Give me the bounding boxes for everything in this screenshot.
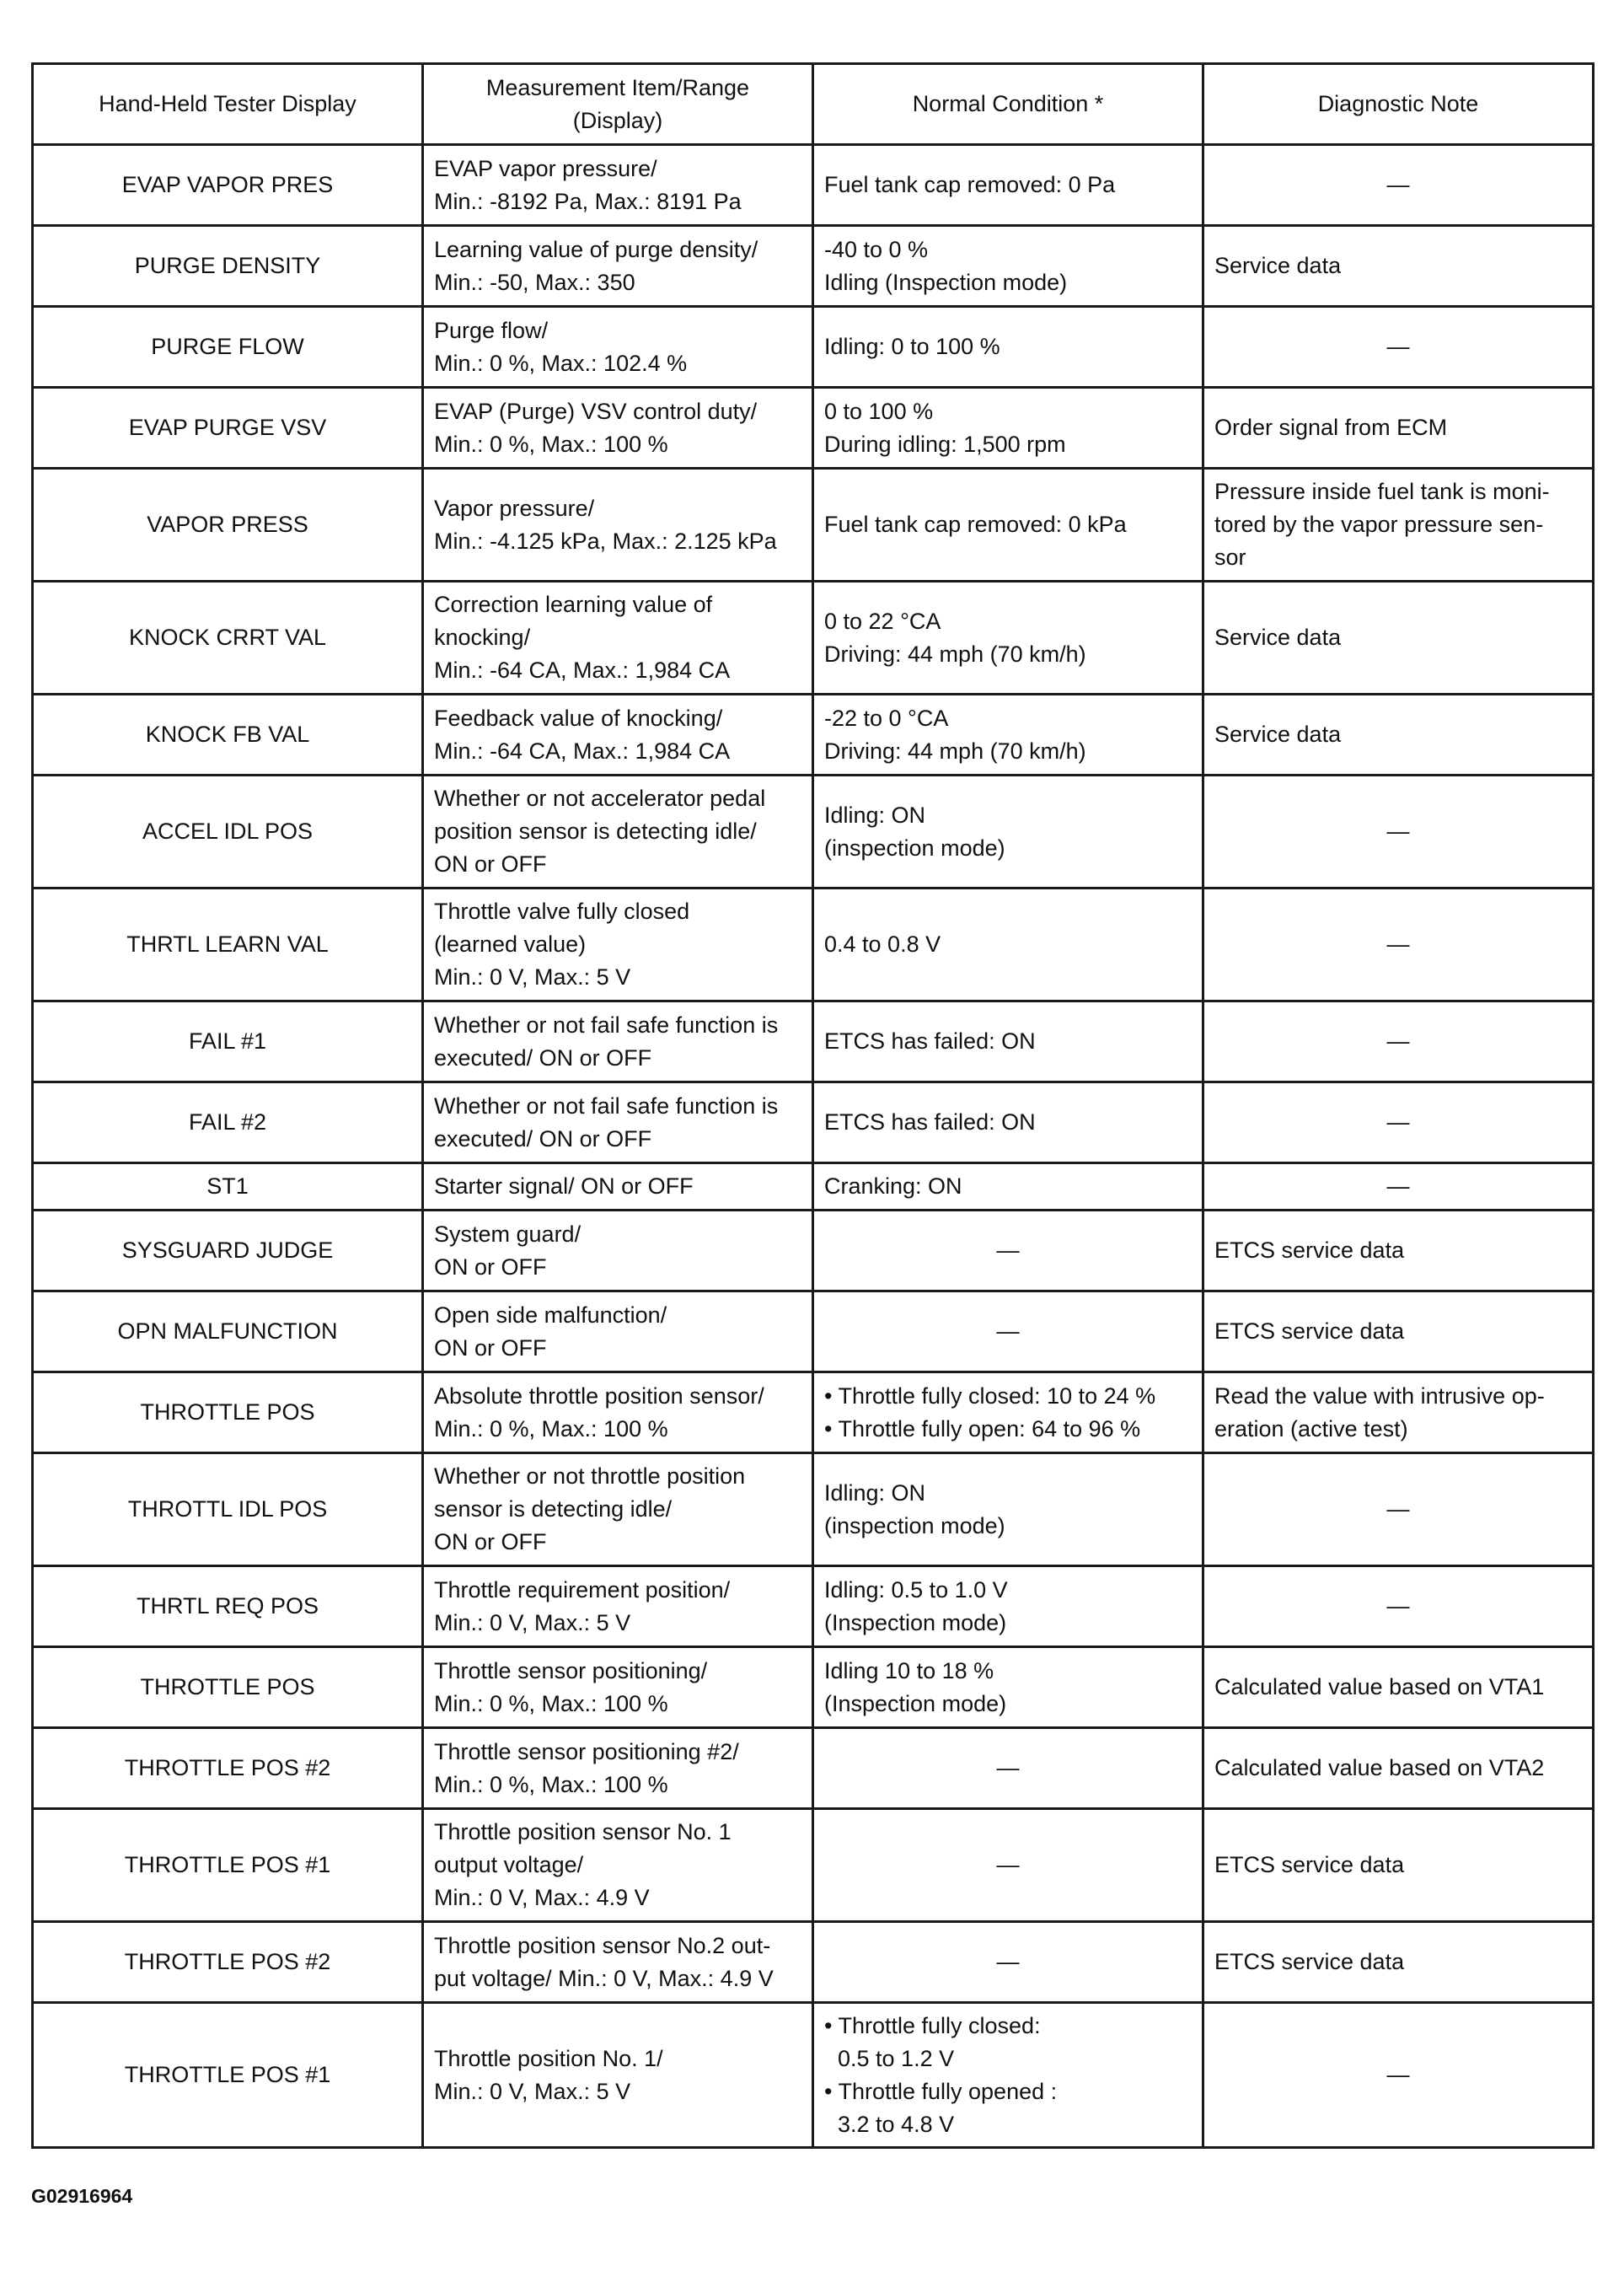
table-row (33, 145, 1594, 226)
cell-text: -40 to 0 % (824, 236, 929, 262)
tester-display-cell (33, 145, 423, 226)
diagnostic-note-cell (1203, 469, 1594, 582)
cell-text: (inspection mode) (824, 835, 1005, 861)
cell-text: — (1386, 1173, 1410, 1199)
cell-text: OPN MALFUNCTION (117, 1318, 338, 1344)
cell-text: Fuel tank cap removed: 0 Pa (824, 172, 1116, 197)
diagnostic-note-cell (1203, 307, 1594, 388)
normal-condition-cell (813, 1922, 1203, 2003)
tester-display-cell (33, 1809, 423, 1922)
cell-text: — (1386, 1028, 1410, 1054)
cell-text: Throttle requirement position/ (434, 1576, 731, 1603)
table-row (33, 1001, 1594, 1082)
table-header-row (33, 64, 1594, 145)
measurement-item-cell (423, 1291, 813, 1372)
normal-condition-cell (813, 1566, 1203, 1647)
cell-text: — (1386, 172, 1410, 197)
measurement-item-cell (423, 1566, 813, 1647)
cell-text: ETCS service data (1214, 1852, 1405, 1877)
cell-text: position sensor is detecting idle/ (434, 819, 757, 844)
normal-condition-cell (813, 776, 1203, 889)
normal-condition-cell (813, 226, 1203, 307)
cell-text: Cranking: ON (824, 1173, 962, 1199)
measurement-item-cell (423, 1647, 813, 1728)
cell-text: Driving: 44 mph (70 km/h) (824, 738, 1086, 764)
tester-display-cell (33, 1211, 423, 1291)
figure-code: G02916964 (31, 2185, 133, 2207)
normal-condition-cell (813, 1453, 1203, 1566)
cell-text: -22 to 0 °CA (824, 705, 949, 731)
normal-condition-cell (813, 582, 1203, 695)
diagnostic-note-cell (1203, 1082, 1594, 1163)
cell-text: THRTL LEARN VAL (126, 931, 329, 957)
measurement-item-cell (423, 307, 813, 388)
table-row (33, 1082, 1594, 1163)
diagnostic-note-cell (1203, 2003, 1594, 2148)
normal-condition-cell (813, 889, 1203, 1001)
cell-text: • Throttle fully opened : (824, 2078, 1058, 2104)
diagnostic-note-cell (1203, 695, 1594, 776)
cell-text: 0.5 to 1.2 V (838, 2045, 955, 2071)
cell-text: put voltage/ Min.: 0 V, Max.: 4.9 V (434, 1965, 774, 1991)
diagnostic-note-cell (1203, 1163, 1594, 1211)
diagnostic-data-table (31, 62, 1595, 2149)
table-row (33, 1922, 1594, 2003)
cell-text: Min.: -64 CA, Max.: 1,984 CA (434, 738, 731, 764)
cell-text: • Throttle fully closed: 10 to 24 % (824, 1382, 1156, 1409)
table-row (33, 1163, 1594, 1211)
table-row (33, 1453, 1594, 1566)
table-row (33, 226, 1594, 307)
cell-text: FAIL #2 (188, 1109, 267, 1135)
cell-text: Idling (Inspection mode) (824, 269, 1068, 295)
cell-text: Absolute throttle position sensor/ (434, 1382, 764, 1409)
cell-text: — (1386, 819, 1410, 844)
diagnostic-note-cell (1203, 145, 1594, 226)
cell-text: — (1386, 1109, 1410, 1135)
cell-text: THROTTLE POS (140, 1399, 315, 1425)
cell-text: Fuel tank cap removed: 0 kPa (824, 512, 1127, 537)
normal-condition-cell (813, 1728, 1203, 1809)
header-text: Hand-Held Tester Display (99, 91, 356, 116)
cell-text: eration (active test) (1214, 1415, 1408, 1442)
cell-text: Min.: 0 V, Max.: 4.9 V (434, 1885, 650, 1910)
cell-text: Idling: ON (824, 802, 926, 828)
tester-display-cell (33, 1647, 423, 1728)
cell-text: ST1 (206, 1173, 249, 1199)
cell-text: (inspection mode) (824, 1512, 1005, 1538)
cell-text: 0.4 to 0.8 V (824, 931, 941, 957)
cell-text: Min.: 0 %, Max.: 100 % (434, 1771, 668, 1797)
normal-condition-cell (813, 1001, 1203, 1082)
cell-text: EVAP vapor pressure/ (434, 155, 657, 181)
cell-text: Idling 10 to 18 % (824, 1657, 994, 1683)
normal-condition-cell (813, 1163, 1203, 1211)
tester-display-cell (33, 469, 423, 582)
diagnostic-note-cell (1203, 1453, 1594, 1566)
cell-text: KNOCK FB VAL (145, 722, 310, 747)
cell-text: — (996, 1318, 1020, 1344)
cell-text: Min.: 0 V, Max.: 5 V (434, 964, 631, 990)
cell-text: ACCEL IDL POS (142, 819, 314, 844)
header-text: Measurement Item/Range (485, 74, 750, 100)
tester-display-cell (33, 388, 423, 469)
table-row (33, 889, 1594, 1001)
measurement-item-cell (423, 145, 813, 226)
cell-text: knocking/ (434, 625, 531, 650)
normal-condition-cell (813, 1082, 1203, 1163)
cell-text: Min.: 0 %, Max.: 100 % (434, 1690, 668, 1716)
cell-text: Throttle valve fully closed (434, 899, 690, 924)
table-row (33, 1211, 1594, 1291)
cell-text: — (1386, 1593, 1410, 1619)
header-text: Diagnostic Note (1317, 91, 1479, 116)
cell-text: THROTTL IDL POS (127, 1496, 328, 1522)
measurement-item-cell (423, 889, 813, 1001)
tester-display-cell (33, 1922, 423, 2003)
cell-text: — (996, 1238, 1020, 1263)
cell-text: output voltage/ (434, 1852, 584, 1877)
header-normal-condition (813, 64, 1203, 145)
tester-display-cell (33, 1728, 423, 1809)
table-row (33, 695, 1594, 776)
diagnostic-note-cell (1203, 1922, 1594, 2003)
diagnostic-note-cell (1203, 1809, 1594, 1922)
cell-text: — (1386, 931, 1410, 957)
cell-text: (Inspection mode) (824, 1609, 1007, 1635)
cell-text: Starter signal/ ON or OFF (434, 1173, 694, 1199)
cell-text: (Inspection mode) (824, 1690, 1007, 1716)
cell-text: Service data (1214, 625, 1342, 650)
cell-text: Open side malfunction/ (434, 1302, 667, 1328)
normal-condition-cell (813, 1291, 1203, 1372)
cell-text: Whether or not throttle position (434, 1463, 746, 1489)
cell-text: Service data (1214, 253, 1342, 278)
measurement-item-cell (423, 1082, 813, 1163)
tester-display-cell (33, 1082, 423, 1163)
cell-text: During idling: 1,500 rpm (824, 431, 1066, 457)
normal-condition-cell (813, 2003, 1203, 2148)
cell-text: PURGE FLOW (151, 334, 304, 359)
measurement-item-cell (423, 582, 813, 695)
diagnostic-note-cell (1203, 226, 1594, 307)
normal-condition-cell (813, 145, 1203, 226)
cell-text: Throttle position sensor No.2 out- (434, 1932, 771, 1958)
measurement-item-cell (423, 1922, 813, 2003)
cell-text: ON or OFF (434, 1254, 547, 1280)
tester-display-cell (33, 1566, 423, 1647)
diagnostic-note-cell (1203, 1647, 1594, 1728)
normal-condition-cell (813, 1647, 1203, 1728)
cell-text: EVAP VAPOR PRES (121, 172, 334, 197)
header-diagnostic-note (1203, 64, 1594, 145)
tester-display-cell (33, 695, 423, 776)
cell-text: Min.: 0 %, Max.: 100 % (434, 1415, 668, 1442)
normal-condition-cell (813, 307, 1203, 388)
measurement-item-cell (423, 1453, 813, 1566)
measurement-item-cell (423, 226, 813, 307)
header-text: (Display) (572, 107, 663, 133)
cell-text: Order signal from ECM (1214, 415, 1448, 440)
diagnostic-note-cell (1203, 1001, 1594, 1082)
measurement-item-cell (423, 1163, 813, 1211)
diagnostic-note-cell (1203, 776, 1594, 889)
cell-text: — (1386, 2062, 1410, 2087)
cell-text: Idling: 0.5 to 1.0 V (824, 1576, 1008, 1603)
normal-condition-cell (813, 1211, 1203, 1291)
cell-text: FAIL #1 (188, 1028, 267, 1054)
cell-text: Feedback value of knocking/ (434, 705, 723, 731)
tester-display-cell (33, 226, 423, 307)
cell-text: Throttle sensor positioning/ (434, 1657, 708, 1683)
cell-text: Calculated value based on VTA1 (1214, 1674, 1545, 1699)
cell-text: Min.: -4.125 kPa, Max.: 2.125 kPa (434, 528, 777, 554)
cell-text: Vapor pressure/ (434, 495, 595, 521)
header-tester-display (33, 64, 423, 145)
measurement-item-cell (423, 695, 813, 776)
diagnostic-note-cell (1203, 582, 1594, 695)
table-row (33, 307, 1594, 388)
cell-text: — (996, 1755, 1020, 1780)
cell-text: (learned value) (434, 931, 587, 957)
cell-text: System guard/ (434, 1221, 582, 1247)
cell-text: Throttle position No. 1/ (434, 2045, 663, 2071)
measurement-item-cell (423, 1728, 813, 1809)
normal-condition-cell (813, 388, 1203, 469)
tester-display-cell (33, 776, 423, 889)
measurement-item-cell (423, 2003, 813, 2148)
cell-text: Purge flow/ (434, 317, 549, 343)
cell-text: Idling: 0 to 100 % (824, 334, 1000, 359)
diagnostic-note-cell (1203, 889, 1594, 1001)
table-row (33, 469, 1594, 582)
cell-text: EVAP PURGE VSV (128, 415, 327, 440)
cell-text: Throttle position sensor No. 1 (434, 1819, 732, 1844)
cell-text: THRTL REQ POS (136, 1593, 319, 1619)
cell-text: ON or OFF (434, 1334, 547, 1361)
cell-text: ETCS service data (1214, 1238, 1405, 1263)
cell-text: Driving: 44 mph (70 km/h) (824, 641, 1086, 667)
table-row (33, 1291, 1594, 1372)
measurement-item-cell (423, 776, 813, 889)
cell-text: Calculated value based on VTA2 (1214, 1755, 1545, 1780)
normal-condition-cell (813, 469, 1203, 582)
cell-text: ETCS has failed: ON (824, 1109, 1036, 1135)
tester-display-cell (33, 889, 423, 1001)
diagnostic-note-cell (1203, 388, 1594, 469)
table-row (33, 582, 1594, 695)
cell-text: Whether or not fail safe function is (434, 1012, 779, 1038)
tester-display-cell (33, 1453, 423, 1566)
measurement-item-cell (423, 1809, 813, 1922)
cell-text: Service data (1214, 722, 1342, 747)
diagnostic-note-cell (1203, 1291, 1594, 1372)
normal-condition-cell (813, 1809, 1203, 1922)
cell-text: THROTTLE POS #2 (124, 1755, 331, 1780)
measurement-item-cell (423, 469, 813, 582)
cell-text: 0 to 100 % (824, 398, 934, 424)
cell-text: — (996, 1949, 1020, 1974)
diagnostic-note-cell (1203, 1211, 1594, 1291)
cell-text: VAPOR PRESS (147, 512, 308, 537)
cell-text: PURGE DENSITY (134, 253, 321, 278)
cell-text: Learning value of purge density/ (434, 236, 758, 262)
diagnostic-note-cell (1203, 1372, 1594, 1453)
tester-display-cell (33, 1291, 423, 1372)
table-row (33, 1372, 1594, 1453)
cell-text: SYSGUARD JUDGE (121, 1238, 334, 1263)
table-row (33, 388, 1594, 469)
cell-text: ETCS service data (1214, 1949, 1405, 1974)
cell-text: ETCS service data (1214, 1318, 1405, 1344)
cell-text: Idling: ON (824, 1479, 926, 1506)
table-row (33, 1647, 1594, 1728)
cell-text: 0 to 22 °CA (824, 608, 941, 634)
cell-text: Read the value with intrusive op- (1214, 1382, 1545, 1409)
cell-text: Min.: 0 V, Max.: 5 V (434, 2078, 631, 2104)
table-row (33, 1809, 1594, 1922)
cell-text: THROTTLE POS (140, 1674, 315, 1699)
measurement-item-cell (423, 1001, 813, 1082)
cell-text: Min.: 0 %, Max.: 102.4 % (434, 350, 688, 376)
cell-text: KNOCK CRRT VAL (128, 625, 327, 650)
cell-text: — (1386, 334, 1410, 359)
cell-text: — (996, 1852, 1020, 1877)
cell-text: THROTTLE POS #1 (124, 2062, 331, 2087)
tester-display-cell (33, 582, 423, 695)
normal-condition-cell (813, 695, 1203, 776)
cell-text: Min.: 0 %, Max.: 100 % (434, 431, 668, 457)
table-row (33, 1566, 1594, 1647)
diagnostic-note-cell (1203, 1728, 1594, 1809)
cell-text: Min.: -8192 Pa, Max.: 8191 Pa (434, 188, 742, 214)
table-row (33, 1728, 1594, 1809)
cell-text: EVAP (Purge) VSV control duty/ (434, 398, 758, 424)
tester-display-cell (33, 1372, 423, 1453)
cell-text: executed/ ON or OFF (434, 1125, 652, 1152)
table-row (33, 2003, 1594, 2148)
cell-text: THROTTLE POS #2 (124, 1949, 331, 1974)
cell-text: Correction learning value of (434, 592, 713, 617)
cell-text: Min.: -64 CA, Max.: 1,984 CA (434, 658, 731, 683)
normal-condition-cell (813, 1372, 1203, 1453)
measurement-item-cell (423, 1372, 813, 1453)
diagnostic-note-cell (1203, 1566, 1594, 1647)
cell-text: • Throttle fully closed: (824, 2012, 1041, 2038)
cell-text: Whether or not accelerator pedal (434, 786, 766, 811)
tester-display-cell (33, 307, 423, 388)
cell-text: Throttle sensor positioning #2/ (434, 1738, 739, 1764)
cell-text: sor (1214, 545, 1246, 570)
cell-text: Pressure inside fuel tank is moni- (1214, 479, 1550, 504)
cell-text: — (1386, 1496, 1410, 1522)
header-text: Normal Condition * (912, 91, 1104, 116)
cell-text: • Throttle fully open: 64 to 96 % (824, 1415, 1141, 1442)
cell-text: Min.: -50, Max.: 350 (434, 269, 635, 295)
cell-text: ON or OFF (434, 851, 547, 877)
table-row (33, 776, 1594, 889)
tester-display-cell (33, 2003, 423, 2148)
cell-text: ON or OFF (434, 1529, 547, 1554)
cell-text: executed/ ON or OFF (434, 1044, 652, 1071)
tester-display-cell (33, 1163, 423, 1211)
cell-text: Whether or not fail safe function is (434, 1093, 779, 1119)
cell-text: 3.2 to 4.8 V (838, 2111, 955, 2137)
cell-text: THROTTLE POS #1 (124, 1852, 331, 1877)
tester-display-cell (33, 1001, 423, 1082)
cell-text: ETCS has failed: ON (824, 1028, 1036, 1054)
cell-text: sensor is detecting idle/ (434, 1496, 673, 1522)
cell-text: tored by the vapor pressure sen- (1214, 512, 1544, 537)
measurement-item-cell (423, 1211, 813, 1291)
cell-text: Min.: 0 V, Max.: 5 V (434, 1609, 631, 1635)
header-measurement-item (423, 64, 813, 145)
measurement-item-cell (423, 388, 813, 469)
